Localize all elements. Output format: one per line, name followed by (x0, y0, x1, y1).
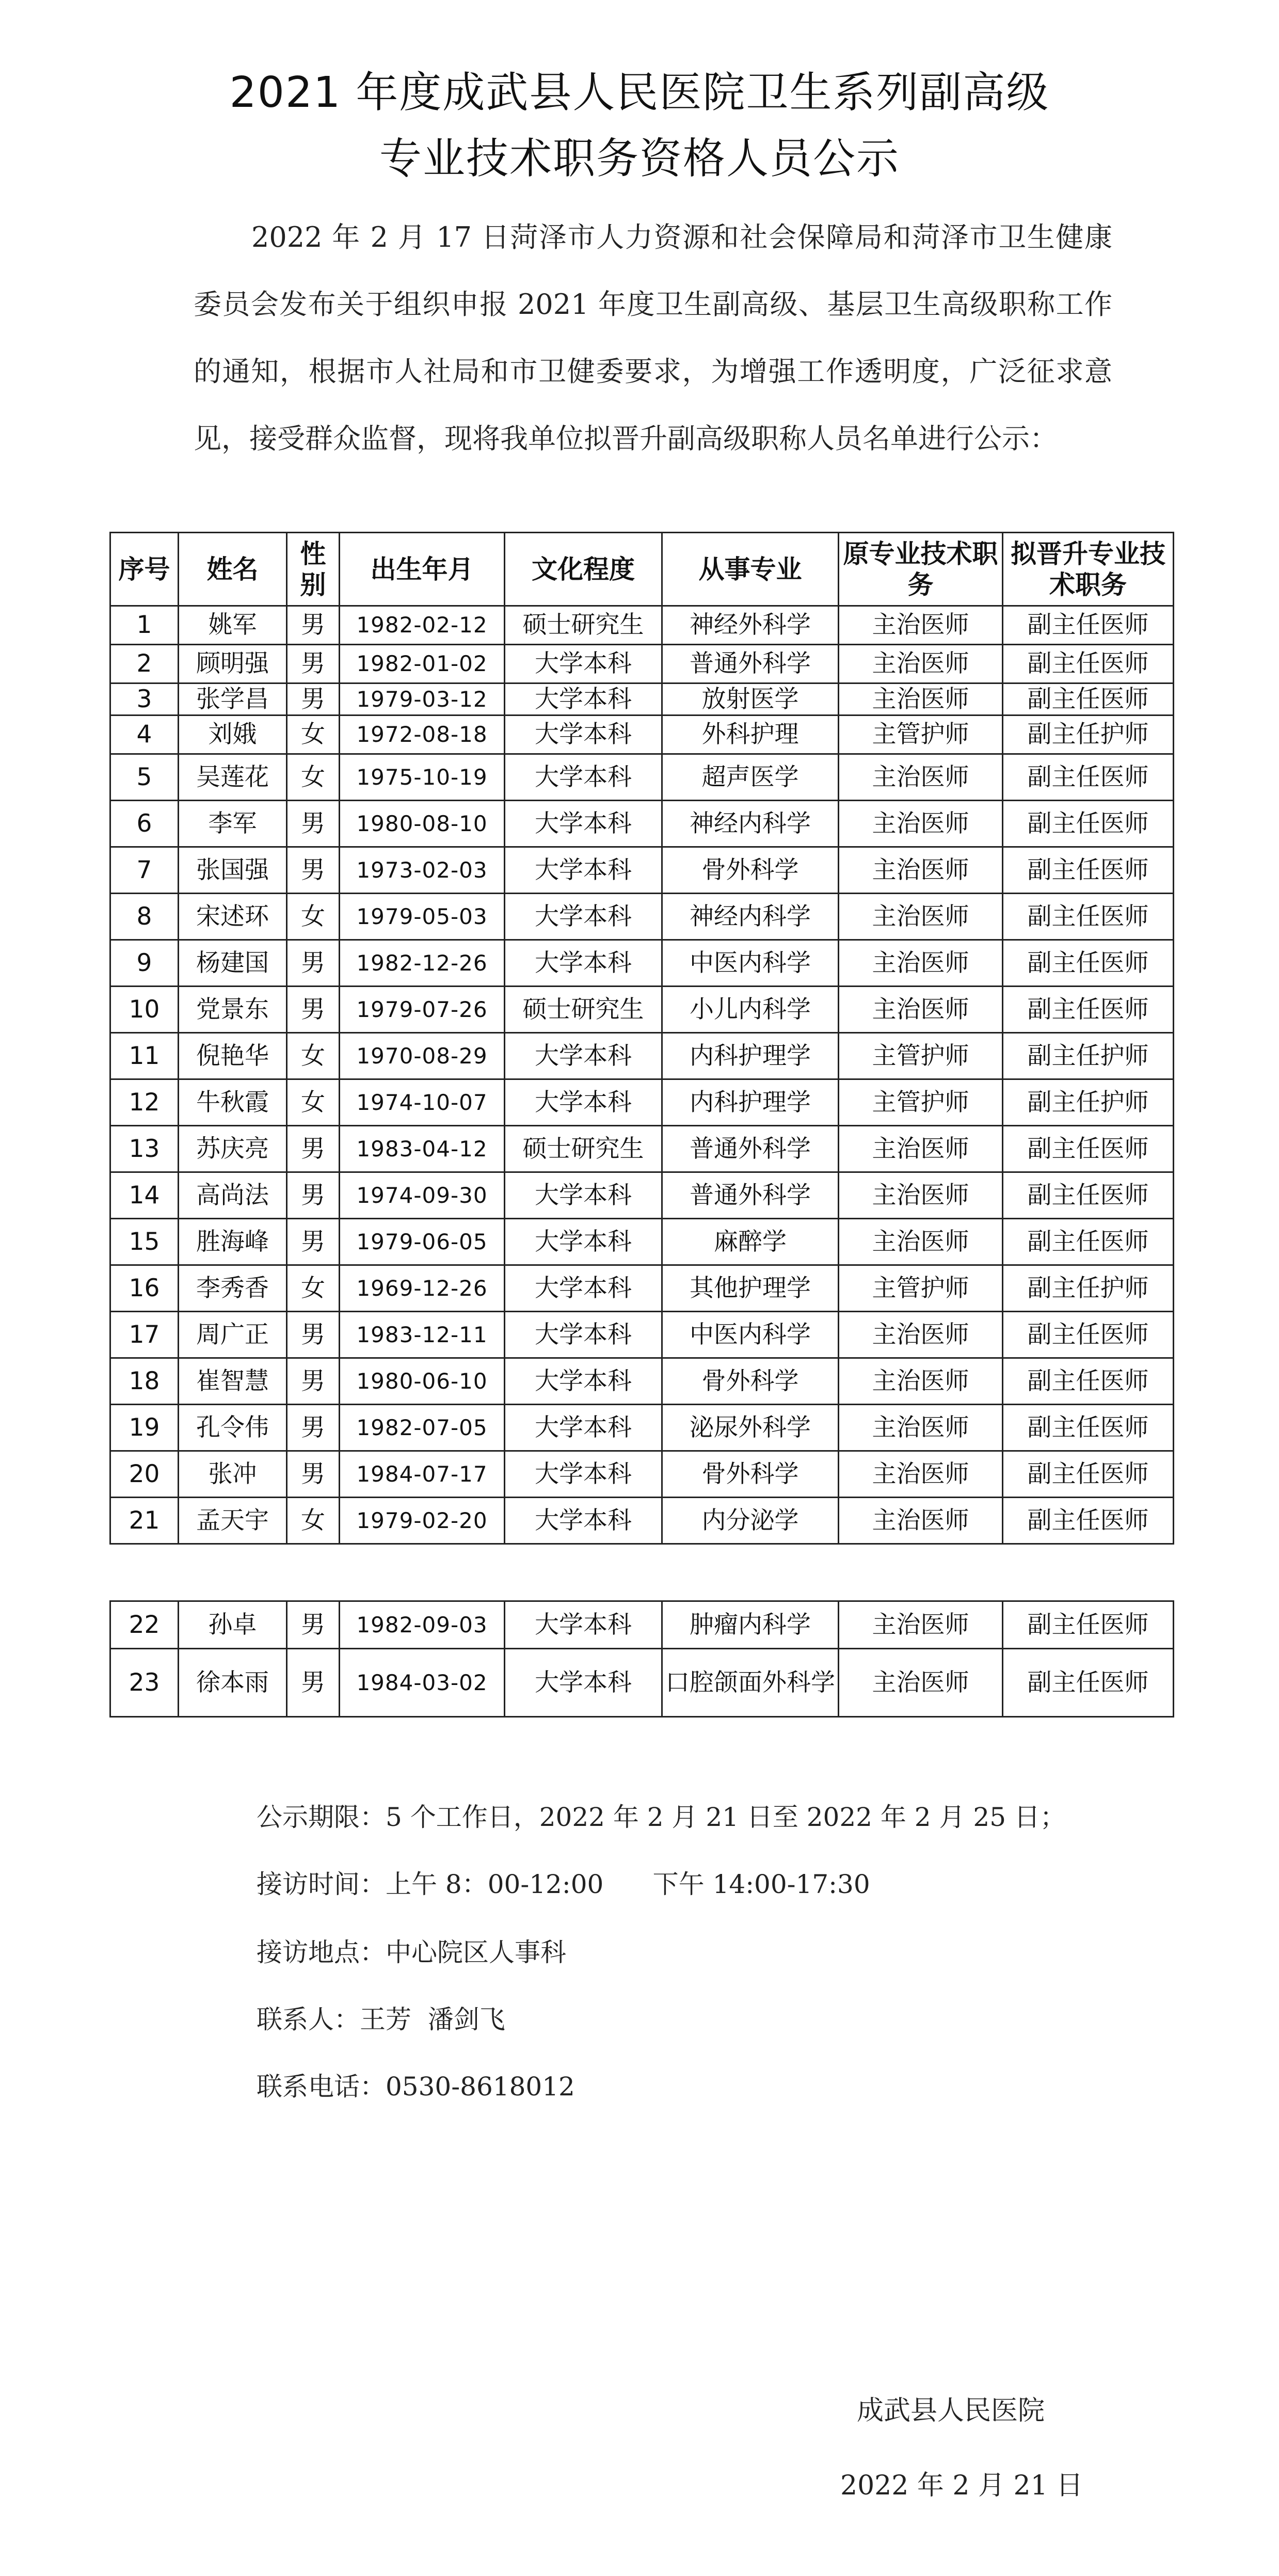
cell-birth: 1984-03-02 (340, 1649, 505, 1717)
cell-birth: 1979-05-03 (340, 894, 505, 940)
notice-visit-time: 接访时间：上午 8：00-12:00 下午 14:00-17:30 (257, 1869, 870, 1899)
cell-no: 18 (110, 1358, 179, 1405)
cell-current-title: 主管护师 (839, 1265, 1003, 1312)
table-row (110, 1172, 1174, 1219)
cell-current-title: 主治医师 (839, 1172, 1003, 1219)
cell-no: 21 (110, 1498, 179, 1544)
cell-gender: 男 (287, 1172, 340, 1219)
header-specialty: 从事专业 (662, 533, 839, 606)
cell-name: 苏庆亮 (179, 1126, 287, 1172)
cell-proposed-title: 副主任护师 (1003, 1079, 1174, 1126)
cell-name: 刘娥 (179, 715, 287, 754)
cell-education: 大学本科 (505, 1172, 662, 1219)
cell-education: 大学本科 (505, 801, 662, 847)
table-row (110, 801, 1174, 847)
cell-proposed-title: 副主任医师 (1003, 1126, 1174, 1172)
notice-period: 公示期限：5 个工作日，2022 年 2 月 21 日至 2022 年 2 月 25 日； (257, 1802, 1066, 1832)
cell-birth: 1984-07-17 (340, 1451, 505, 1498)
cell-education: 大学本科 (505, 715, 662, 754)
cell-name: 倪艳华 (179, 1033, 287, 1079)
cell-specialty: 口腔颌面外科学 (662, 1649, 839, 1717)
table-body-continued (110, 1601, 1174, 1717)
cell-current-title: 主治医师 (839, 987, 1003, 1033)
cell-current-title: 主治医师 (839, 1405, 1003, 1451)
roster-table-continued (109, 1600, 1174, 1718)
cell-education: 大学本科 (505, 847, 662, 894)
cell-education: 大学本科 (505, 1601, 662, 1649)
header-education: 文化程度 (505, 533, 662, 606)
cell-gender: 男 (287, 1451, 340, 1498)
cell-specialty: 内分泌学 (662, 1498, 839, 1544)
cell-birth: 1970-08-29 (340, 1033, 505, 1079)
table-row (110, 715, 1174, 754)
page-title-line-1: 2021 年度成武县人民医院卫生系列副高级 (229, 68, 1050, 117)
header-no: 序号 (110, 533, 179, 606)
cell-no: 3 (110, 683, 179, 715)
cell-birth: 1979-06-05 (340, 1219, 505, 1265)
cell-current-title: 主治医师 (839, 606, 1003, 645)
cell-birth: 1979-02-20 (340, 1498, 505, 1544)
cell-current-title: 主管护师 (839, 1079, 1003, 1126)
cell-name: 胜海峰 (179, 1219, 287, 1265)
cell-proposed-title: 副主任医师 (1003, 940, 1174, 987)
cell-name: 周广正 (179, 1312, 287, 1358)
table-row (110, 1405, 1174, 1451)
cell-education: 大学本科 (505, 1033, 662, 1079)
notice-contacts: 联系人：王芳 潘剑飞 (257, 2005, 505, 2034)
cell-proposed-title: 副主任护师 (1003, 1265, 1174, 1312)
cell-current-title: 主治医师 (839, 1601, 1003, 1649)
cell-specialty: 中医内科学 (662, 940, 839, 987)
cell-name: 高尚法 (179, 1172, 287, 1219)
cell-specialty: 内科护理学 (662, 1033, 839, 1079)
table-row (110, 606, 1174, 645)
cell-specialty: 普通外科学 (662, 1126, 839, 1172)
cell-birth: 1969-12-26 (340, 1265, 505, 1312)
cell-specialty: 肿瘤内科学 (662, 1601, 839, 1649)
table-row (110, 1498, 1174, 1544)
cell-current-title: 主治医师 (839, 1358, 1003, 1405)
cell-proposed-title: 副主任医师 (1003, 606, 1174, 645)
table-row (110, 847, 1174, 894)
cell-education: 大学本科 (505, 1498, 662, 1544)
cell-no: 2 (110, 645, 179, 683)
cell-no: 20 (110, 1451, 179, 1498)
table-row (110, 1451, 1174, 1498)
cell-birth: 1982-12-26 (340, 940, 505, 987)
cell-gender: 男 (287, 1601, 340, 1649)
cell-proposed-title: 副主任护师 (1003, 715, 1174, 754)
cell-name: 宋述环 (179, 894, 287, 940)
cell-specialty: 放射医学 (662, 683, 839, 715)
cell-no: 5 (110, 754, 179, 801)
cell-no: 19 (110, 1405, 179, 1451)
cell-gender: 女 (287, 1265, 340, 1312)
table-row (110, 1358, 1174, 1405)
cell-gender: 女 (287, 1079, 340, 1126)
cell-name: 张国强 (179, 847, 287, 894)
cell-proposed-title: 副主任医师 (1003, 1358, 1174, 1405)
cell-name: 孔令伟 (179, 1405, 287, 1451)
cell-education: 大学本科 (505, 1451, 662, 1498)
cell-specialty: 普通外科学 (662, 645, 839, 683)
signature-date: 2022 年 2 月 21 日 (840, 2470, 1083, 2501)
cell-no: 1 (110, 606, 179, 645)
cell-current-title: 主治医师 (839, 1649, 1003, 1717)
cell-specialty: 骨外科学 (662, 1451, 839, 1498)
cell-education: 大学本科 (505, 645, 662, 683)
cell-education: 硕士研究生 (505, 606, 662, 645)
cell-no: 17 (110, 1312, 179, 1358)
cell-gender: 男 (287, 1219, 340, 1265)
table-row (110, 1219, 1174, 1265)
cell-no: 4 (110, 715, 179, 754)
cell-proposed-title: 副主任医师 (1003, 1601, 1174, 1649)
cell-proposed-title: 副主任医师 (1003, 1498, 1174, 1544)
cell-gender: 男 (287, 1358, 340, 1405)
cell-specialty: 普通外科学 (662, 1172, 839, 1219)
cell-no: 16 (110, 1265, 179, 1312)
cell-name: 张学昌 (179, 683, 287, 715)
cell-proposed-title: 副主任医师 (1003, 1649, 1174, 1717)
cell-birth: 1982-07-05 (340, 1405, 505, 1451)
table-row (110, 1126, 1174, 1172)
cell-birth: 1979-07-26 (340, 987, 505, 1033)
header-gender: 性别 (287, 533, 340, 606)
cell-name: 杨建国 (179, 940, 287, 987)
cell-birth: 1979-03-12 (340, 683, 505, 715)
signature-organization: 成武县人民医院 (857, 2395, 1045, 2426)
cell-current-title: 主治医师 (839, 940, 1003, 987)
roster-table (109, 532, 1174, 1545)
cell-education: 大学本科 (505, 1649, 662, 1717)
cell-proposed-title: 副主任护师 (1003, 1033, 1174, 1079)
cell-current-title: 主管护师 (839, 1033, 1003, 1079)
table-row (110, 1033, 1174, 1079)
header-birth: 出生年月 (340, 533, 505, 606)
intro-paragraph: 2022 年 2 月 17 日菏泽市人力资源和社会保障局和菏泽市卫生健康委员会发布关于组织申报 2021 年度卫生副高级、基层卫生高级职称工作的通知，根据市人社局和市卫健委要求，为增强工作透明度，广泛征求意见，接受群众监督，现将我单位拟晋升副高级职称人员名单进行公示： (194, 221, 1112, 455)
cell-birth: 1974-10-07 (340, 1079, 505, 1126)
page-title-line-2: 专业技术职务资格人员公示 (379, 134, 900, 183)
cell-no: 7 (110, 847, 179, 894)
table-row (110, 1312, 1174, 1358)
cell-birth: 1975-10-19 (340, 754, 505, 801)
cell-education: 大学本科 (505, 1079, 662, 1126)
cell-specialty: 骨外科学 (662, 847, 839, 894)
table-row (110, 645, 1174, 683)
cell-gender: 男 (287, 1649, 340, 1717)
cell-current-title: 主治医师 (839, 801, 1003, 847)
cell-name: 孙卓 (179, 1601, 287, 1649)
cell-proposed-title: 副主任医师 (1003, 1405, 1174, 1451)
table-body (110, 606, 1174, 1544)
cell-specialty: 骨外科学 (662, 1358, 839, 1405)
header-current-title: 原专业技术职务 (839, 533, 1003, 606)
cell-birth: 1974-09-30 (340, 1172, 505, 1219)
cell-education: 大学本科 (505, 894, 662, 940)
cell-current-title: 主治医师 (839, 754, 1003, 801)
table-row (110, 1601, 1174, 1649)
table-header-row (110, 533, 1174, 606)
cell-gender: 男 (287, 606, 340, 645)
cell-education: 大学本科 (505, 940, 662, 987)
table-row (110, 1265, 1174, 1312)
cell-specialty: 外科护理 (662, 715, 839, 754)
header-proposed-title: 拟晋升专业技术职务 (1003, 533, 1174, 606)
cell-specialty: 神经外科学 (662, 606, 839, 645)
cell-specialty: 泌尿外科学 (662, 1405, 839, 1451)
cell-gender: 男 (287, 847, 340, 894)
cell-gender: 男 (287, 645, 340, 683)
cell-name: 孟天宇 (179, 1498, 287, 1544)
cell-gender: 女 (287, 894, 340, 940)
cell-gender: 男 (287, 801, 340, 847)
cell-name: 党景东 (179, 987, 287, 1033)
cell-no: 10 (110, 987, 179, 1033)
cell-no: 9 (110, 940, 179, 987)
cell-gender: 男 (287, 1312, 340, 1358)
cell-name: 李军 (179, 801, 287, 847)
cell-birth: 1982-09-03 (340, 1601, 505, 1649)
cell-education: 大学本科 (505, 754, 662, 801)
cell-current-title: 主治医师 (839, 847, 1003, 894)
table-row (110, 987, 1174, 1033)
cell-name: 崔智慧 (179, 1358, 287, 1405)
cell-gender: 男 (287, 1126, 340, 1172)
cell-proposed-title: 副主任医师 (1003, 645, 1174, 683)
cell-no: 22 (110, 1601, 179, 1649)
cell-specialty: 小儿内科学 (662, 987, 839, 1033)
cell-proposed-title: 副主任医师 (1003, 987, 1174, 1033)
cell-specialty: 麻醉学 (662, 1219, 839, 1265)
cell-education: 大学本科 (505, 1219, 662, 1265)
notice-phone: 联系电话：0530-8618012 (257, 2072, 575, 2102)
cell-gender: 女 (287, 1498, 340, 1544)
cell-specialty: 神经内科学 (662, 801, 839, 847)
cell-name: 吴莲花 (179, 754, 287, 801)
cell-proposed-title: 副主任医师 (1003, 847, 1174, 894)
cell-birth: 1983-04-12 (340, 1126, 505, 1172)
cell-education: 大学本科 (505, 1358, 662, 1405)
cell-current-title: 主治医师 (839, 894, 1003, 940)
cell-proposed-title: 副主任医师 (1003, 1172, 1174, 1219)
cell-birth: 1972-08-18 (340, 715, 505, 754)
cell-current-title: 主治医师 (839, 1219, 1003, 1265)
cell-specialty: 超声医学 (662, 754, 839, 801)
cell-proposed-title: 副主任医师 (1003, 894, 1174, 940)
table-row (110, 894, 1174, 940)
cell-no: 15 (110, 1219, 179, 1265)
table-row (110, 1079, 1174, 1126)
cell-gender: 女 (287, 1033, 340, 1079)
cell-proposed-title: 副主任医师 (1003, 801, 1174, 847)
cell-birth: 1982-02-12 (340, 606, 505, 645)
cell-no: 13 (110, 1126, 179, 1172)
table-row (110, 683, 1174, 715)
cell-current-title: 主治医师 (839, 1498, 1003, 1544)
cell-no: 11 (110, 1033, 179, 1079)
cell-current-title: 主治医师 (839, 1451, 1003, 1498)
cell-birth: 1980-08-10 (340, 801, 505, 847)
cell-education: 硕士研究生 (505, 1126, 662, 1172)
table-row (110, 940, 1174, 987)
cell-education: 大学本科 (505, 683, 662, 715)
cell-proposed-title: 副主任医师 (1003, 1219, 1174, 1265)
notice-visit-place: 接访地点：中心院区人事科 (257, 1937, 566, 1967)
cell-education: 大学本科 (505, 1265, 662, 1312)
table-row (110, 754, 1174, 801)
cell-birth: 1982-01-02 (340, 645, 505, 683)
cell-name: 徐本雨 (179, 1649, 287, 1717)
cell-education: 大学本科 (505, 1405, 662, 1451)
header-name: 姓名 (179, 533, 287, 606)
cell-birth: 1983-12-11 (340, 1312, 505, 1358)
cell-birth: 1980-06-10 (340, 1358, 505, 1405)
cell-specialty: 中医内科学 (662, 1312, 839, 1358)
cell-no: 14 (110, 1172, 179, 1219)
cell-gender: 男 (287, 940, 340, 987)
cell-name: 李秀香 (179, 1265, 287, 1312)
cell-birth: 1973-02-03 (340, 847, 505, 894)
cell-current-title: 主治医师 (839, 1126, 1003, 1172)
cell-current-title: 主治医师 (839, 683, 1003, 715)
cell-proposed-title: 副主任医师 (1003, 1451, 1174, 1498)
cell-name: 牛秋霞 (179, 1079, 287, 1126)
cell-current-title: 主治医师 (839, 1312, 1003, 1358)
cell-gender: 男 (287, 1405, 340, 1451)
cell-current-title: 主管护师 (839, 715, 1003, 754)
cell-education: 大学本科 (505, 1312, 662, 1358)
cell-name: 姚军 (179, 606, 287, 645)
cell-name: 张冲 (179, 1451, 287, 1498)
cell-gender: 女 (287, 715, 340, 754)
cell-proposed-title: 副主任医师 (1003, 754, 1174, 801)
cell-gender: 女 (287, 754, 340, 801)
cell-specialty: 神经内科学 (662, 894, 839, 940)
cell-gender: 男 (287, 987, 340, 1033)
cell-current-title: 主治医师 (839, 645, 1003, 683)
cell-no: 6 (110, 801, 179, 847)
cell-no: 23 (110, 1649, 179, 1717)
cell-no: 8 (110, 894, 179, 940)
cell-specialty: 内科护理学 (662, 1079, 839, 1126)
cell-no: 12 (110, 1079, 179, 1126)
cell-specialty: 其他护理学 (662, 1265, 839, 1312)
cell-proposed-title: 副主任医师 (1003, 683, 1174, 715)
table-row (110, 1649, 1174, 1717)
cell-gender: 男 (287, 683, 340, 715)
intro-section (194, 204, 1112, 472)
cell-proposed-title: 副主任医师 (1003, 1312, 1174, 1358)
cell-education: 硕士研究生 (505, 987, 662, 1033)
cell-name: 顾明强 (179, 645, 287, 683)
